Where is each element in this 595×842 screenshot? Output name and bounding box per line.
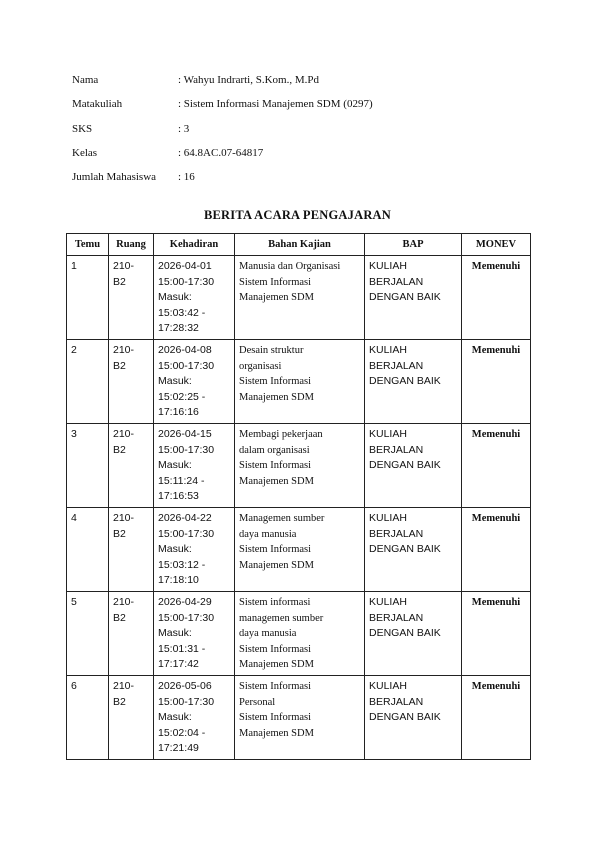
ruang-line: B2 bbox=[113, 359, 126, 372]
cell-temu: 6 bbox=[67, 676, 109, 760]
kehadiran-line: 15:01:31 - bbox=[158, 642, 206, 655]
bahan-line: Sistem Informasi bbox=[239, 681, 312, 692]
bap-line: DENGAN BAIK bbox=[369, 543, 441, 555]
kehadiran-line: 15:00-17:30 bbox=[158, 527, 215, 540]
bahan-line: Manajemen SDM bbox=[239, 727, 314, 739]
table-header-row bbox=[67, 234, 531, 256]
bahan-line: daya manusia bbox=[239, 628, 297, 639]
ruang-line: B2 bbox=[113, 443, 126, 456]
kehadiran-line: 2026-05-06 bbox=[158, 680, 212, 692]
kehadiran-line: Masuk: bbox=[158, 711, 192, 723]
kehadiran-line: 17:17:42 bbox=[158, 658, 199, 670]
kehadiran-line: 17:16:53 bbox=[158, 490, 199, 502]
cell-ruang bbox=[109, 256, 154, 340]
ruang-line: B2 bbox=[113, 611, 126, 624]
bahan-line: Manajemen SDM bbox=[239, 559, 314, 571]
bahan-line: Manajemen SDM bbox=[239, 292, 314, 303]
header-temu: Temu bbox=[67, 234, 109, 256]
bahan-line: Sistem Informasi bbox=[239, 276, 312, 288]
kehadiran-line: 17:28:32 bbox=[158, 322, 199, 334]
kehadiran-line: 15:00-17:30 bbox=[158, 359, 215, 372]
cell-kehadiran bbox=[154, 592, 235, 676]
kehadiran-line: 17:16:16 bbox=[158, 406, 199, 418]
kehadiran-line: 2026-04-01 bbox=[158, 260, 212, 272]
bahan-line: Sistem Informasi bbox=[239, 376, 312, 387]
bahan-line: Manajemen SDM bbox=[239, 391, 314, 403]
bap-line: KULIAH bbox=[369, 344, 407, 356]
bap-line: KULIAH bbox=[369, 260, 407, 272]
kehadiran-line: 15:02:04 - bbox=[158, 726, 206, 739]
bap-line: BERJALAN bbox=[369, 695, 424, 708]
info-row-jumlah-mahasiswa bbox=[72, 165, 373, 189]
kehadiran-line: 2026-04-08 bbox=[158, 344, 212, 356]
cell-temu: 1 bbox=[67, 256, 109, 340]
cell-bahan-kajian bbox=[235, 676, 365, 760]
bap-line: DENGAN BAIK bbox=[369, 459, 441, 471]
bahan-line: Managemen sumber bbox=[239, 513, 325, 524]
kehadiran-line: 2026-04-29 bbox=[158, 596, 212, 608]
info-label: Nama bbox=[72, 74, 99, 86]
kehadiran-line: 2026-04-22 bbox=[158, 512, 212, 524]
bap-line: KULIAH bbox=[369, 680, 407, 692]
kehadiran-line: 2026-04-15 bbox=[158, 428, 212, 440]
info-row-sks bbox=[72, 117, 373, 141]
cell-kehadiran bbox=[154, 340, 235, 424]
bahan-line: Membagi pekerjaan bbox=[239, 429, 323, 440]
header-monev: MONEV bbox=[462, 234, 531, 256]
ruang-line: 210- bbox=[113, 260, 135, 272]
ruang-line: 210- bbox=[113, 680, 135, 692]
bap-line: DENGAN BAIK bbox=[369, 627, 441, 639]
course-info bbox=[72, 68, 373, 189]
cell-bahan-kajian bbox=[235, 256, 365, 340]
bap-line: BERJALAN bbox=[369, 443, 424, 456]
info-row-kelas bbox=[72, 141, 373, 165]
header-bap: BAP bbox=[365, 234, 462, 256]
cell-temu: 2 bbox=[67, 340, 109, 424]
bahan-line: Desain struktur bbox=[239, 345, 304, 356]
kehadiran-line: Masuk: bbox=[158, 543, 192, 555]
page-title: BERITA ACARA PENGAJARAN bbox=[203, 208, 392, 222]
info-value: : 16 bbox=[178, 171, 195, 184]
bahan-line: Manajemen SDM bbox=[239, 659, 314, 670]
info-value: : 3 bbox=[178, 122, 190, 135]
cell-ruang bbox=[109, 592, 154, 676]
cell-bap bbox=[365, 508, 462, 592]
header-ruang: Ruang bbox=[109, 234, 154, 256]
info-row-nama bbox=[72, 68, 373, 92]
table-row bbox=[67, 340, 531, 424]
cell-monev: Memenuhi bbox=[462, 508, 531, 592]
bap-line: DENGAN BAIK bbox=[369, 291, 441, 303]
cell-monev: Memenuhi bbox=[462, 256, 531, 340]
cell-bap bbox=[365, 676, 462, 760]
bahan-line: organisasi bbox=[239, 360, 282, 372]
kehadiran-line: Masuk: bbox=[158, 291, 192, 303]
bahan-line: Sistem Informasi bbox=[239, 460, 312, 471]
kehadiran-line: 17:21:49 bbox=[158, 742, 199, 754]
bahan-line: dalam organisasi bbox=[239, 444, 310, 456]
info-value: : 64.8AC.07-64817 bbox=[178, 146, 264, 159]
bap-line: DENGAN BAIK bbox=[369, 375, 441, 387]
ruang-line: B2 bbox=[113, 695, 126, 708]
bahan-line: managemen sumber bbox=[239, 612, 324, 624]
bahan-line: Sistem informasi bbox=[239, 597, 311, 608]
info-label: SKS bbox=[72, 122, 93, 135]
ruang-line: 210- bbox=[113, 596, 135, 608]
bahan-line: Sistem Informasi bbox=[239, 643, 312, 655]
kehadiran-line: 15:00-17:30 bbox=[158, 611, 215, 624]
kehadiran-line: 17:18:10 bbox=[158, 574, 199, 586]
ruang-line: 210- bbox=[113, 512, 135, 524]
cell-bap bbox=[365, 256, 462, 340]
cell-monev: Memenuhi bbox=[462, 592, 531, 676]
info-row-matakuliah bbox=[72, 92, 373, 116]
bahan-line: Manusia dan Organisasi bbox=[239, 261, 341, 272]
attendance-table bbox=[66, 233, 531, 760]
cell-bahan-kajian bbox=[235, 508, 365, 592]
bap-line: KULIAH bbox=[369, 512, 407, 524]
cell-bap bbox=[365, 424, 462, 508]
table-row bbox=[67, 256, 531, 340]
header-kehadiran: Kehadiran bbox=[154, 234, 235, 256]
cell-bap bbox=[365, 340, 462, 424]
cell-kehadiran bbox=[154, 256, 235, 340]
kehadiran-line: 15:00-17:30 bbox=[158, 695, 215, 708]
cell-bap bbox=[365, 592, 462, 676]
cell-monev: Memenuhi bbox=[462, 676, 531, 760]
bap-line: BERJALAN bbox=[369, 611, 424, 624]
bap-line: BERJALAN bbox=[369, 359, 424, 372]
table-row bbox=[67, 592, 531, 676]
cell-monev: Memenuhi bbox=[462, 424, 531, 508]
kehadiran-line: 15:00-17:30 bbox=[158, 275, 215, 288]
bap-line: KULIAH bbox=[369, 428, 407, 440]
cell-temu: 5 bbox=[67, 592, 109, 676]
kehadiran-line: 15:03:12 - bbox=[158, 558, 206, 571]
info-label: Jumlah Mahasiswa bbox=[72, 171, 157, 184]
kehadiran-line: 15:11:24 - bbox=[158, 474, 205, 487]
bap-line: DENGAN BAIK bbox=[369, 711, 441, 723]
cell-temu: 3 bbox=[67, 424, 109, 508]
table-body bbox=[67, 256, 531, 760]
cell-bahan-kajian bbox=[235, 424, 365, 508]
bahan-line: daya manusia bbox=[239, 528, 297, 540]
cell-kehadiran bbox=[154, 508, 235, 592]
table-row bbox=[67, 676, 531, 760]
bahan-line: Sistem Informasi bbox=[239, 544, 312, 555]
kehadiran-line: Masuk: bbox=[158, 627, 192, 639]
kehadiran-line: 15:03:42 - bbox=[158, 306, 206, 319]
bahan-line: Sistem Informasi bbox=[239, 712, 312, 723]
header-bahan-kajian: Bahan Kajian bbox=[235, 234, 365, 256]
ruang-line: 210- bbox=[113, 428, 135, 440]
cell-bahan-kajian bbox=[235, 340, 365, 424]
table-row bbox=[67, 508, 531, 592]
bahan-line: Manajemen SDM bbox=[239, 475, 314, 487]
bahan-line: Personal bbox=[239, 696, 276, 708]
bap-line: BERJALAN bbox=[369, 527, 424, 540]
ruang-line: B2 bbox=[113, 275, 126, 288]
kehadiran-line: Masuk: bbox=[158, 375, 192, 387]
ruang-line: 210- bbox=[113, 344, 135, 356]
info-value: : Sistem Informasi Manajemen SDM (0297) bbox=[178, 98, 373, 111]
kehadiran-line: 15:02:25 - bbox=[158, 390, 206, 403]
table-row bbox=[67, 424, 531, 508]
cell-ruang bbox=[109, 508, 154, 592]
cell-temu: 4 bbox=[67, 508, 109, 592]
cell-monev: Memenuhi bbox=[462, 340, 531, 424]
cell-ruang bbox=[109, 340, 154, 424]
cell-kehadiran bbox=[154, 424, 235, 508]
kehadiran-line: Masuk: bbox=[158, 459, 192, 471]
ruang-line: B2 bbox=[113, 527, 126, 540]
bap-line: BERJALAN bbox=[369, 275, 424, 288]
cell-ruang bbox=[109, 424, 154, 508]
cell-kehadiran bbox=[154, 676, 235, 760]
cell-ruang bbox=[109, 676, 154, 760]
bap-line: KULIAH bbox=[369, 596, 407, 608]
info-label: Kelas bbox=[72, 146, 98, 159]
info-label: Matakuliah bbox=[72, 98, 123, 111]
info-value: : Wahyu Indrarti, S.Kom., M.Pd bbox=[178, 74, 319, 86]
kehadiran-line: 15:00-17:30 bbox=[158, 443, 215, 456]
cell-bahan-kajian bbox=[235, 592, 365, 676]
